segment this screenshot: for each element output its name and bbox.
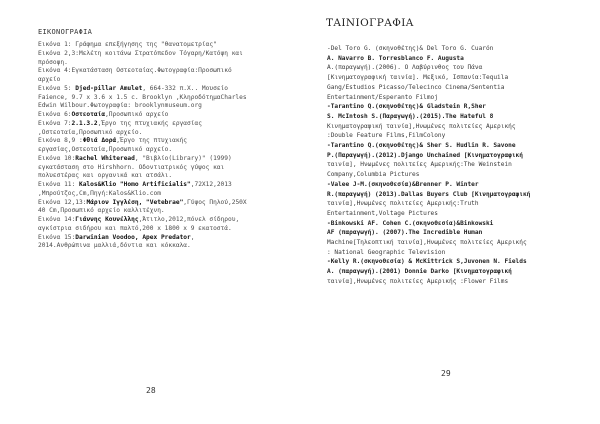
figure-entry-line xyxy=(38,172,270,181)
figure-entry-line xyxy=(38,234,270,243)
figure-entry-line xyxy=(38,59,270,68)
figure-entry-text: Εικόνα 10:Rachel Whiteread, "Βιβλίο(Library)" (1999) xyxy=(38,154,232,162)
film-entry-line: -Kelly R.(σκηνοθεσία) & McKittrick S,Juvonen N. Fields xyxy=(327,258,527,266)
figure-entry-text: Εικόνα 11: Kalos&Klio "Homo Artificialis",72Χ12,2013 xyxy=(38,181,232,188)
figure-entry-line xyxy=(38,111,270,120)
filmography-heading: ΤΑΙΝΙΟΓΡΑΦΙΑ xyxy=(326,17,414,29)
film-entry-line: A.(παραγωγή).(2006). Ο Λαβύρινθος του Πάνα xyxy=(327,64,483,72)
figure-entry-line xyxy=(38,120,270,129)
film-entry-line: Company,Columbia Pictures xyxy=(327,171,420,179)
figure-entry-line xyxy=(38,41,270,50)
figure-entry-line xyxy=(38,225,270,234)
figure-entry-text: Faience, 9.7 x 3.6 x 1.5 c. Brooklyn ,ΚληροδότημαCharles xyxy=(38,93,247,101)
figure-entry-text: Εικόνα 4:Εγκατάσταση Οστεοταίας.Φωτογραφία:Προσωπικό xyxy=(38,67,232,75)
figure-entry-line xyxy=(38,85,270,94)
figure-entry-text: ,Μπρούτζος,Cm,Πηγή:Kalos&Klio.com xyxy=(38,189,161,197)
film-entry-line: : National Geographic Television xyxy=(327,248,446,256)
film-entry-line: -Tarantino Q.(σκηνοθέτης)& Gladstein R,Sher xyxy=(327,103,486,111)
page-number-right: 29 xyxy=(441,369,451,378)
figure-entry-line xyxy=(38,129,270,138)
figure-entry-text: Εικόνα 7:2.1.3.2,Έργο της πτυχιακής εργασίας xyxy=(38,119,202,127)
figure-entry-text: ,Οστεοταία,Προσωπικό αρχείο. xyxy=(38,128,143,136)
film-entry-line: Machine[Τηλεοπτική ταινία],Ηνωμένες πολιτείες Αμερικής xyxy=(327,239,527,247)
figure-entry-text: Εικόνα 8,9 :Φθιά Δορά,Έργο της πτυχιακής xyxy=(38,137,188,145)
iconography-heading: ΕΙΚΟΝΟΓΡΑΦΙΑ xyxy=(38,28,93,36)
figure-entry-line xyxy=(38,216,270,225)
film-entry-line: -Valee J-M.(σκηνοθεσία)&Brenner P. Winter xyxy=(327,180,479,188)
figure-entry-text: Εικόνα 12,13:Μάριον Ιγγλέση, "Vetebrae",Γύψος Πηλού,250Χ xyxy=(38,198,247,206)
figure-entry-line xyxy=(38,190,270,199)
figure-entry-line xyxy=(38,50,270,59)
figure-entry-line xyxy=(38,155,270,164)
figure-entry-text: πολυεστέρας και οργανικά και ατσάλι. xyxy=(38,172,173,180)
figure-entry-text: Εικόνα 14:Γιάννης Κουνέλλης,Άτιτλο,2012,πόνελ σίδηρου, xyxy=(38,216,240,223)
page-number-left: 28 xyxy=(146,386,156,395)
figure-entry-line xyxy=(38,207,270,216)
film-entry-line: A. Navarro B. Torresblanco F. Augusta xyxy=(327,54,464,62)
figure-entry-text: Εικόνα 15:Darwinian Voodoo, Apex Predator, xyxy=(38,233,195,241)
filmography-list xyxy=(327,44,579,287)
figure-entry-line xyxy=(38,181,270,190)
film-entry-line: -Del Toro G. (σκηνοθέτης)& Del Toro G. Cuarón xyxy=(327,45,494,52)
film-entry-line: -Tarantino Q.(σκηνοθέτης)& Sher S. Hudlin R. Savone xyxy=(327,142,516,150)
film-entry-line: Gang/Estudios Picasso/Telecinco Cinema/Sententia xyxy=(327,83,505,91)
film-entry-line: ταινία], Ηνωμένες πολιτείες Αμερικής:The Weinstein xyxy=(327,161,512,169)
figure-entry-line xyxy=(38,76,270,85)
figure-entry-text: αρχείο xyxy=(38,76,61,83)
figure-entry-line xyxy=(38,137,270,146)
figure-entry-line xyxy=(38,199,270,208)
figure-entry-line xyxy=(38,146,270,155)
figure-list xyxy=(38,41,270,251)
figure-entry-text: Εικόνα 6:Οστεοταία,Προσωπικό αρχείο xyxy=(38,111,169,118)
film-entry-line: Entertainment/Esperanto Filmoj xyxy=(327,93,438,101)
film-entry-line: A. (παραγωγή).(2001) Donnie Darko [Κινηματογραφική xyxy=(327,268,512,276)
film-entry-line: :Double Feature Films,FilmColony xyxy=(327,132,446,140)
film-entry-line: Entertainment,Voltage Pictures xyxy=(327,209,438,217)
figure-entry-text: εγκατάσταση στο Hirshhorn. Οδοντιατρικός γύψος και xyxy=(38,163,225,171)
figure-entry-line xyxy=(38,242,270,251)
film-entry-line: ταινία],Ηνωμένες πολιτείες Αμερικής:Truth xyxy=(327,200,479,208)
film-entry-line: [Κινηματογραφική ταινία]. Μεξικό, Ισπανία:Tequila xyxy=(327,74,509,82)
figure-entry-text: Εικόνα 2,3:Μελέτη κοιτάνω Στρατόπεδον Τόγαρη/Κατόψη και xyxy=(38,49,243,57)
film-entry-line: S. McIntosh S.(Παραγωγή).(2015).The Hateful 8 xyxy=(327,112,494,120)
figure-entry-text: εργασίας,Οστεοταία,Προσωπικό αρχείο. xyxy=(38,146,173,153)
figure-entry-text: 40 Cm,Προσωπικό αρχείο καλλιτέχνη. xyxy=(38,207,165,215)
figure-entry-line xyxy=(38,164,270,173)
figure-entry-text: Edwin Wilbour.Φωτογραφία: brooklynmuseum.org xyxy=(38,102,202,110)
film-entry-line: R.(παραγωγή) (2013).Dallas Buyers Club [Κινηματογραφική xyxy=(327,190,531,198)
film-entry-line: -Binkowski AF. Cohen C.(σκηνοθεσία)&Binkowski xyxy=(327,219,494,227)
film-entry-line: ταινία],Ηνωμένες πολιτείες Αμερικής :Flower Films xyxy=(327,277,509,285)
figure-entry-text: Εικόνα 5: Djed-pillar Amulet, 664-332 π.Χ.. Μουσείο xyxy=(38,84,229,92)
film-entry-line: P.(Παραγωγή).(2012).Django Unchained [Κινηματογραφική xyxy=(327,151,523,159)
figure-entry-line xyxy=(38,94,270,103)
figure-entry-text: αγκίστρια σιδήρου και παλτό,200 x 1800 x 9 εκατοστά. xyxy=(38,224,232,232)
film-entry-line: AF (παραγωγή). (2007).The Incredible Human xyxy=(327,229,483,237)
film-entry-line: Κινηματογραφική ταινία],Ηνωμένες πολιτείες Αμερικής xyxy=(327,122,516,130)
figure-entry-line xyxy=(38,67,270,76)
figure-entry-text: 2014.Ανθρώπινα μαλλιά,δόντια και κόκκαλα. xyxy=(38,242,191,250)
figure-entry-text: πρόσοψη. xyxy=(38,58,68,66)
figure-entry-line xyxy=(38,102,270,111)
figure-entry-text: Εικόνα 1: Γράφημα επεξήγησης της "θανατομετρίας" xyxy=(38,41,217,48)
